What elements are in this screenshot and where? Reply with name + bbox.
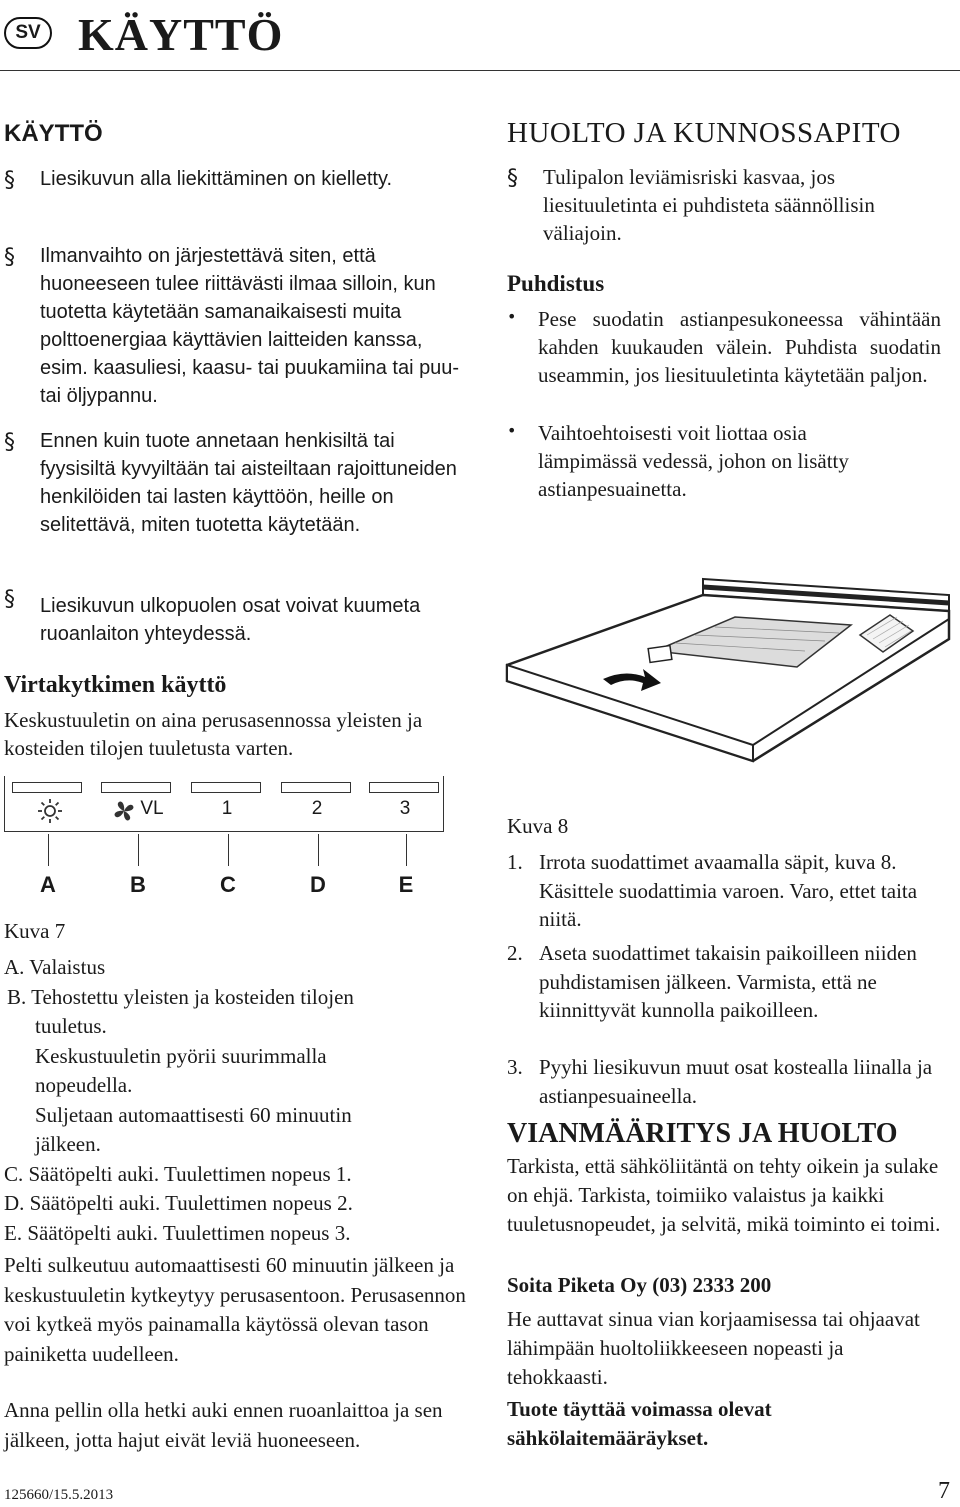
panel-button-boost: [101, 782, 171, 793]
legend-item-b: B. Tehostettu yleisten ja kosteiden tilojen: [7, 984, 354, 1009]
document-code: 125660/15.5.2013: [4, 1487, 114, 1503]
contact-text: He auttavat sinua vian korjaamisessa tai ohjaavat lähimpään huoltoliikkeeseen nopeasti ja tehokkaasti.: [507, 1307, 920, 1389]
list-item: [507, 305, 941, 389]
panel-label-2: 2: [311, 798, 323, 819]
language-badge: SV: [4, 17, 52, 49]
bullet-text: Ilmanvaihto on järjestettävä siten, että huoneeseen tulee riittävästi ilmaa silloin, kun tuotetta käytetään samanaikaisesti muita polttoenergiaa käyttävien laitteiden kanssa, esim. kaasuliesi, kaasu- tai puukamiina tai puu- tai öljypannu.: [40, 245, 460, 407]
list-item: [4, 587, 444, 648]
section-sign-icon: §: [4, 587, 15, 612]
leader-line: [48, 834, 49, 866]
list-item: [4, 165, 444, 193]
step-number: 3.: [507, 1055, 523, 1079]
list-item: [507, 939, 947, 1025]
bullet-dot-icon: •: [507, 307, 517, 326]
contact-phone: Soita Piketa Oy (03) 2333 200: [507, 1273, 772, 1297]
legend-item-d: D. Säätöpelti auki. Tuulettimen nopeus 2.: [4, 1191, 353, 1215]
panel-button-light: [12, 782, 82, 793]
bullet-text: Liesikuvun ulkopuolen osat voivat kuumeta ruoanlaiton yhteydessä.: [40, 595, 421, 645]
panel-label-3: 3: [399, 798, 411, 819]
closing-statement: Tuote täyttää voimassa olevat sähkölaitemääräykset.: [507, 1397, 772, 1450]
legend-item-b-line: nopeudella.: [35, 1073, 133, 1097]
list-item: [507, 419, 907, 503]
step-number: 2.: [507, 941, 523, 965]
fan-icon: [113, 800, 135, 822]
leader-line: [318, 834, 319, 866]
section-title-maintenance: HUOLTO JA KUNNOSSAPITO: [507, 117, 901, 149]
step-text: Irrota suodattimet avaamalla säpit, kuva 8. Käsittele suodattimia varoen. Varo, ettet taita niitä.: [539, 850, 918, 931]
leader-line: [138, 834, 139, 866]
list-item: [507, 848, 947, 934]
legend-item-b-line: Suljetaan automaattisesti 60 minuutin: [35, 1102, 352, 1127]
bullet-text: Pese suodatin astianpesukoneessa vähintään kahden kuukauden välein. Puhdista suodatin useammin, jos liesituuletinta käytetään paljon.: [538, 307, 941, 387]
panel-label-1: 1: [221, 798, 233, 819]
section-sign-icon: §: [4, 168, 15, 193]
header-divider: [0, 70, 960, 71]
step-text: Aseta suodattimet takaisin paikoilleen niiden puhdistamisen jälkeen. Varmista, että ne kiinnittyvät kunnolla paikoilleen.: [539, 941, 917, 1022]
section-title-usage: KÄYTTÖ: [4, 120, 103, 147]
section-sign-icon: §: [4, 245, 15, 270]
bullet-dot-icon: •: [507, 421, 517, 440]
troubleshoot-text: Tarkista, että sähköliitäntä on tehty oikein ja sulake on ehjä. Tarkista, toimiiko valaistus ja kaikki tuuletusnopeudet, ja selvitä, mikä toiminto ei toimi.: [507, 1154, 941, 1236]
control-panel-diagram: [4, 776, 444, 832]
panel-button-speed-3: [369, 782, 439, 793]
page-number: 7: [938, 1478, 950, 1504]
range-hood-illustration: [505, 565, 957, 775]
leader-line: [228, 834, 229, 866]
legend-item-b-line: tuuletus.: [35, 1014, 107, 1038]
step-number: 1.: [507, 850, 523, 874]
page-title: KÄYTTÖ: [78, 9, 284, 60]
figure-caption-7: Kuva 7: [4, 919, 66, 943]
switch-heading: Virtakytkimen käyttö: [4, 672, 227, 698]
list-item: [4, 427, 464, 539]
list-item: [507, 1053, 947, 1110]
diagram-letter-a: A: [40, 872, 56, 897]
section-title-troubleshooting: VIANMÄÄRITYS JA HUOLTO: [507, 1118, 898, 1149]
switch-text: Keskustuuletin on aina perusasennossa yleisten ja kosteiden tilojen tuuletusta varten.: [4, 708, 423, 760]
bullet-text: Tulipalon leviämisriski kasvaa, jos liesituuletinta ei puhdisteta säännöllisin väliajoin.: [543, 165, 875, 245]
panel-button-speed-1: [191, 782, 261, 793]
figure-caption-8: Kuva 8: [507, 814, 569, 838]
figure-legend: [4, 953, 474, 1248]
panel-button-speed-2: [281, 782, 351, 793]
paragraph-cooking: Anna pellin olla hetki auki ennen ruoanlaittoa ja sen jälkeen, jotta hajut eivät leviä huoneeseen.: [4, 1398, 443, 1452]
step-text: Pyyhi liesikuvun muut osat kostealla liinalla ja astianpesuaineella.: [539, 1055, 933, 1108]
diagram-letter-b: B: [130, 872, 146, 897]
section-sign-icon: §: [507, 166, 518, 191]
cleaning-heading: Puhdistus: [507, 271, 605, 296]
paragraph-damper: Pelti sulkeutuu automaattisesti 60 minuutin jälkeen ja keskustuuletin kytkeytyy perusasentoon. Perusasennon voi kytkeä myös painamalla käytössä olevan tason painiketta uudelleen.: [4, 1253, 466, 1366]
diagram-letter-d: D: [310, 872, 326, 897]
legend-item-b-line: Keskustuuletin pyörii suurimmalla: [35, 1043, 327, 1068]
legend-item-b-line: jälkeen.: [35, 1132, 101, 1156]
bullet-text: Vaihtoehtoisesti voit liottaa osia lämpimässä vedessä, johon on lisätty astianpesuainetta.: [538, 421, 849, 501]
diagram-letter-e: E: [398, 872, 414, 897]
section-sign-icon: §: [4, 430, 15, 455]
list-item: [4, 242, 470, 410]
legend-item-c: C. Säätöpelti auki. Tuulettimen nopeus 1.: [4, 1161, 352, 1186]
bullet-text: Liesikuvun alla liekittäminen on kielletty.: [40, 168, 393, 190]
bullet-text: Ennen kuin tuote annetaan henkisiltä tai fyysisiltä kyvyiltään tai aisteiltaan rajoittuneiden henkilöiden tai lasten käyttöön, heille on selitettävä, miten tuotetta käytetään.: [40, 430, 457, 536]
list-item: [507, 163, 947, 247]
light-icon: [37, 798, 63, 824]
diagram-letter-c: C: [220, 872, 236, 897]
leader-line: [406, 834, 407, 866]
legend-item-e: E. Säätöpelti auki. Tuulettimen nopeus 3.: [4, 1220, 351, 1245]
panel-label-vl: VL: [140, 798, 164, 819]
legend-item-a: A. Valaistus: [4, 955, 106, 979]
